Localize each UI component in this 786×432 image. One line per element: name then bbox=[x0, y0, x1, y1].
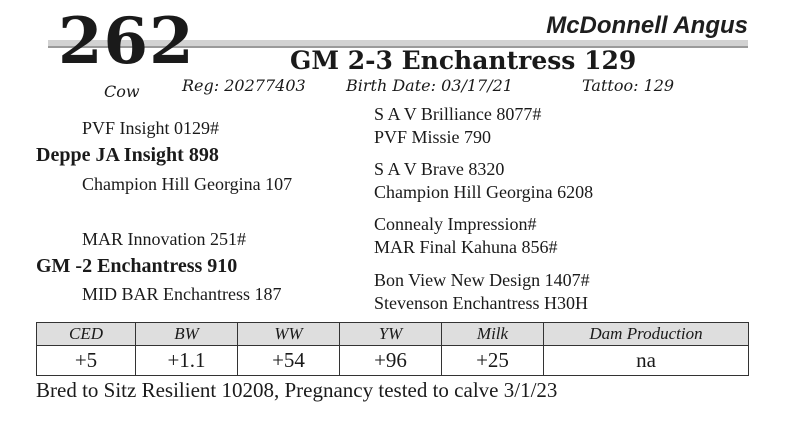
dam-sire-dam-name: MAR Final Kahuna 856# bbox=[374, 237, 558, 257]
dam-sire-name: MAR Innovation 251# bbox=[82, 229, 246, 249]
sex-label: Cow bbox=[104, 82, 140, 101]
epd-header-milk: Milk bbox=[442, 323, 544, 346]
dam-name: GM -2 Enchantress 910 bbox=[36, 255, 238, 277]
dam-dam-name: MID BAR Enchantress 187 bbox=[82, 284, 282, 304]
birth-date: Birth Date: 03/17/21 bbox=[346, 76, 513, 95]
sire-name: Deppe JA Insight 898 bbox=[36, 144, 219, 166]
dam-dam-sire-name: Bon View New Design 1407# bbox=[374, 270, 590, 290]
lot-number: 262 bbox=[58, 4, 195, 79]
sire-dam-sire-name: S A V Brave 8320 bbox=[374, 159, 505, 179]
epd-header-yw: YW bbox=[340, 323, 442, 346]
epd-header-dam-production: Dam Production bbox=[544, 323, 749, 346]
breeding-footnote: Bred to Sitz Resilient 10208, Pregnancy tested to calve 3/1/23 bbox=[36, 378, 558, 402]
epd-table bbox=[36, 322, 749, 376]
epd-value-milk: +25 bbox=[442, 346, 544, 376]
epd-value-row bbox=[37, 346, 749, 376]
epd-header-ced: CED bbox=[37, 323, 136, 346]
epd-value-dam-production: na bbox=[544, 346, 749, 376]
epd-value-ww: +54 bbox=[238, 346, 340, 376]
dam-sire-sire-name: Connealy Impression# bbox=[374, 214, 537, 234]
epd-header-row bbox=[37, 323, 749, 346]
sire-sire-sire-name: S A V Brilliance 8077# bbox=[374, 104, 542, 124]
breeder-name: McDonnell Angus bbox=[546, 12, 748, 39]
epd-header-bw: BW bbox=[136, 323, 238, 346]
animal-name: GM 2-3 Enchantress 129 bbox=[290, 46, 637, 75]
sire-dam-dam-name: Champion Hill Georgina 6208 bbox=[374, 182, 594, 202]
sire-sire-dam-name: PVF Missie 790 bbox=[374, 127, 492, 147]
sire-dam-name: Champion Hill Georgina 107 bbox=[82, 174, 293, 194]
dam-dam-dam-name: Stevenson Enchantress H30H bbox=[374, 293, 588, 313]
epd-value-ced: +5 bbox=[37, 346, 136, 376]
epd-value-bw: +1.1 bbox=[136, 346, 238, 376]
epd-header-ww: WW bbox=[238, 323, 340, 346]
tattoo: Tattoo: 129 bbox=[582, 76, 675, 95]
epd-value-yw: +96 bbox=[340, 346, 442, 376]
sire-sire-name: PVF Insight 0129# bbox=[82, 118, 220, 138]
registration-number: Reg: 20277403 bbox=[182, 76, 306, 95]
